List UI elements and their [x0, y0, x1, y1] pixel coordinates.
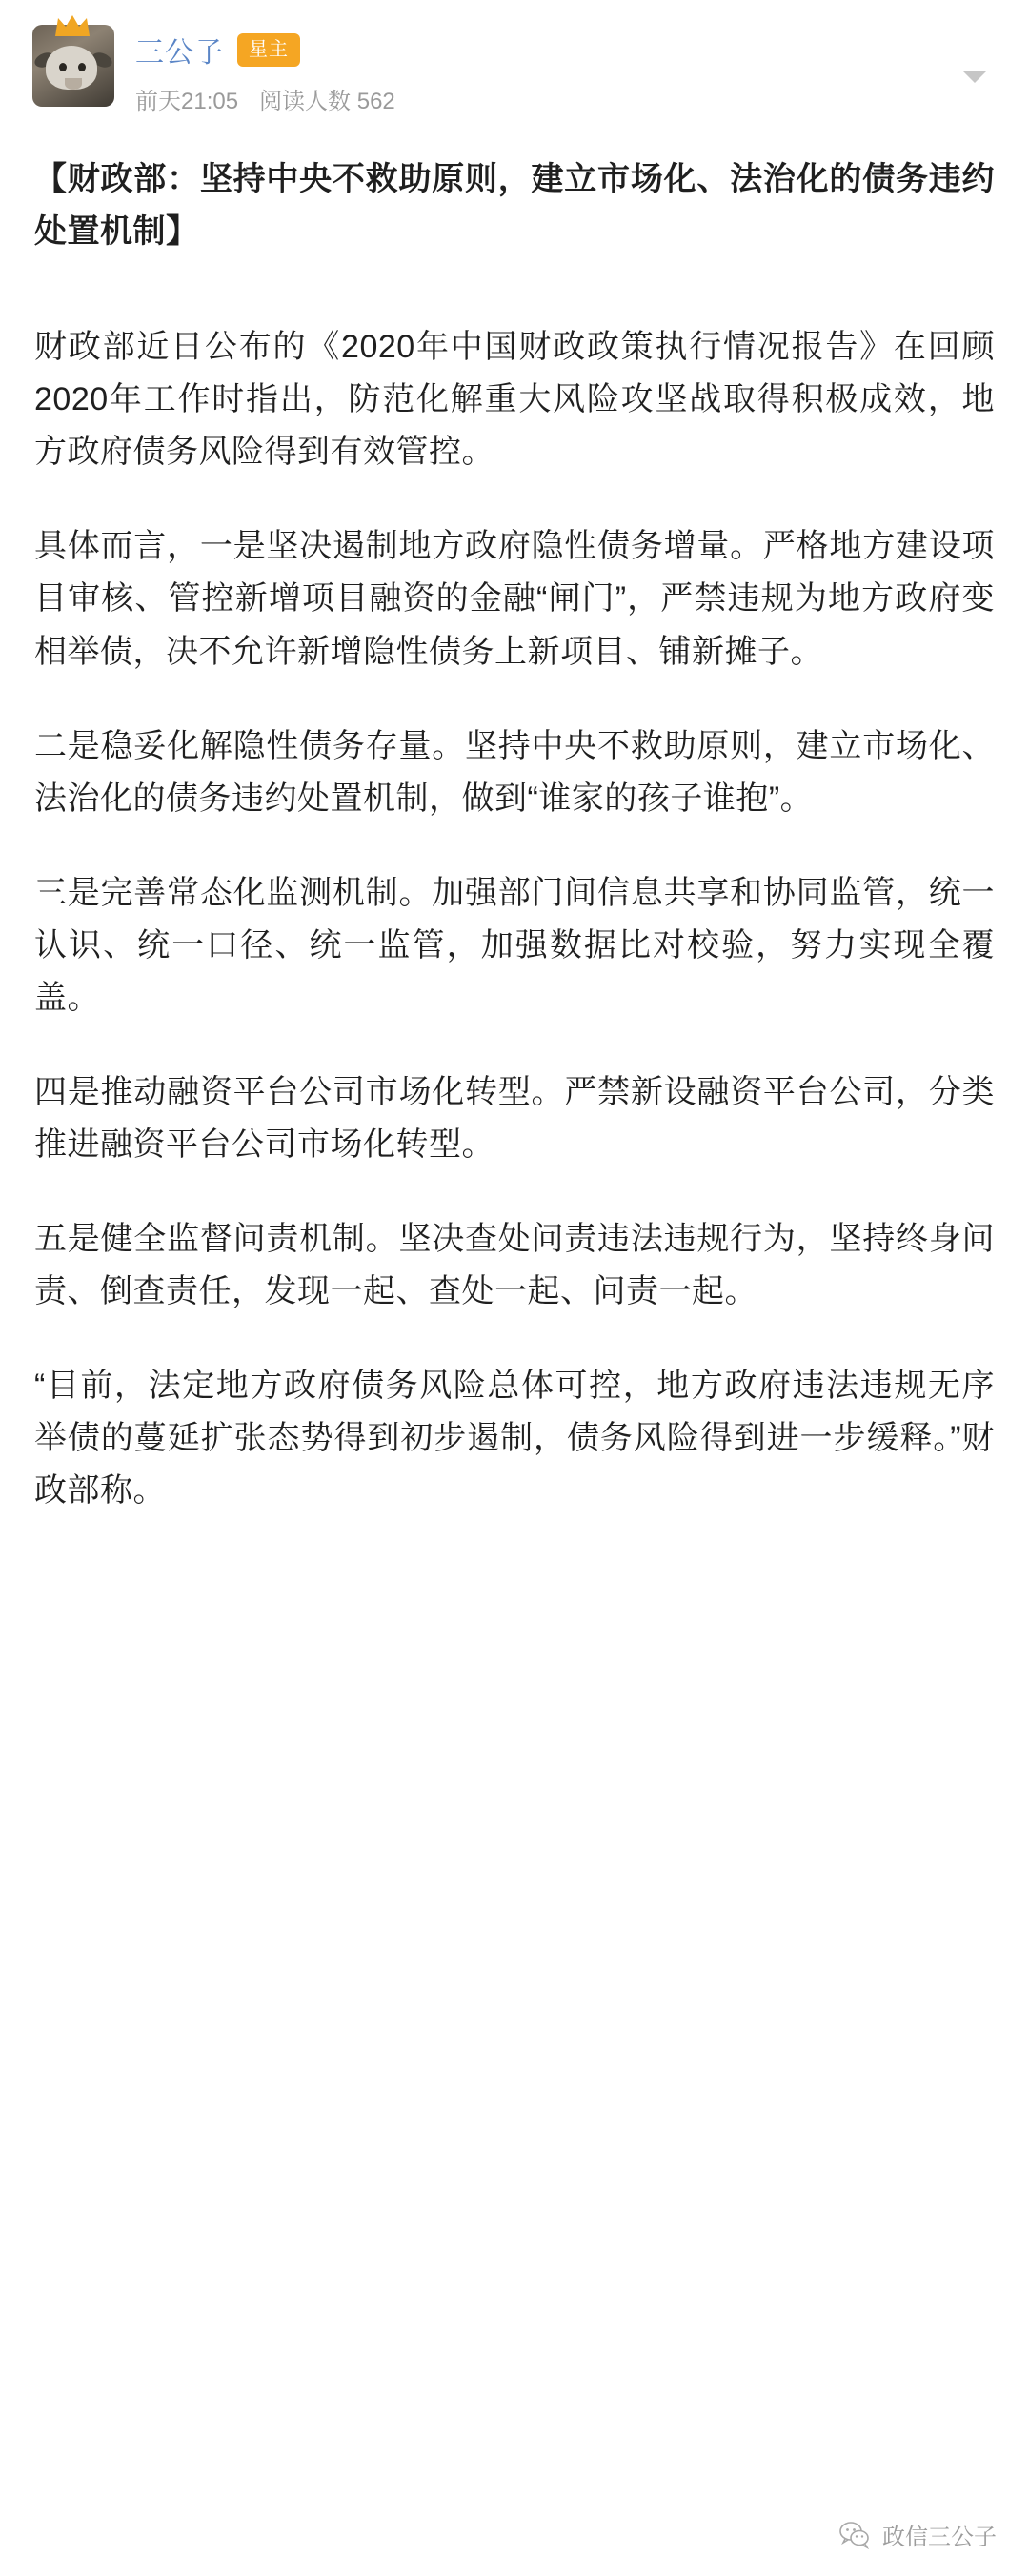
article-paragraph: 具体而言，一是坚决遏制地方政府隐性债务增量。严格地方建设项目审核、管控新增项目融资的金融“闸门”，严禁违规为地方政府变相举债，决不允许新增隐性债务上新项目、铺新摊子。 — [34, 528, 995, 670]
read-count: 阅读人数 562 — [259, 89, 395, 114]
watermark-text: 政信三公子 — [882, 2525, 997, 2550]
owner-badge: 星主 — [237, 33, 300, 67]
post-header — [0, 0, 1029, 125]
name-row — [135, 29, 395, 71]
article-paragraph: 四是推动融资平台公司市场化转型。严禁新设融资平台公司，分类推进融资平台公司市场化转型。 — [34, 1074, 995, 1164]
article-paragraph: 三是完善常态化监测机制。加强部门间信息共享和协同监管，统一认识、统一口径、统一监管，加强数据比对校验，努力实现全覆盖。 — [34, 874, 995, 1016]
article-title: 【财政部：坚持中央不救助原则，建立市场化、法治化的债务违约处置机制】 — [34, 161, 995, 251]
article-paragraph: 二是稳妥化解隐性债务存量。坚持中央不救助原则，建立市场化、法治化的债务违约处置机制，做到“谁家的孩子谁抱”。 — [34, 727, 995, 817]
meta-row — [135, 82, 395, 115]
footer-watermark — [838, 2518, 997, 2551]
article-paragraph: 五是健全监督问责机制。坚决查处问责违法违规行为，坚持终身问责、倒查责任，发现一起、查处一起、问责一起。 — [34, 1221, 995, 1310]
article-paragraph: “目前，法定地方政府债务风险总体可控，地方政府违法违规无序举债的蔓延扩张态势得到初步遏制，债务风险得到进一步缓释。”财政部称。 — [34, 1368, 995, 1510]
article-body — [0, 125, 1029, 1518]
chevron-down-icon[interactable] — [962, 71, 987, 83]
author-name[interactable]: 三公子 — [135, 37, 224, 69]
wechat-icon — [838, 2519, 871, 2551]
post-timestamp: 前天21:05 — [135, 89, 239, 114]
crown-icon — [53, 13, 91, 38]
header-text — [135, 25, 395, 115]
article-paragraph: 财政部近日公布的《2020年中国财政政策执行情况报告》在回顾2020年工作时指出，防范化解重大风险攻坚战取得积极成效，地方政府债务风险得到有效管控。 — [34, 329, 995, 471]
avatar[interactable] — [32, 25, 114, 107]
